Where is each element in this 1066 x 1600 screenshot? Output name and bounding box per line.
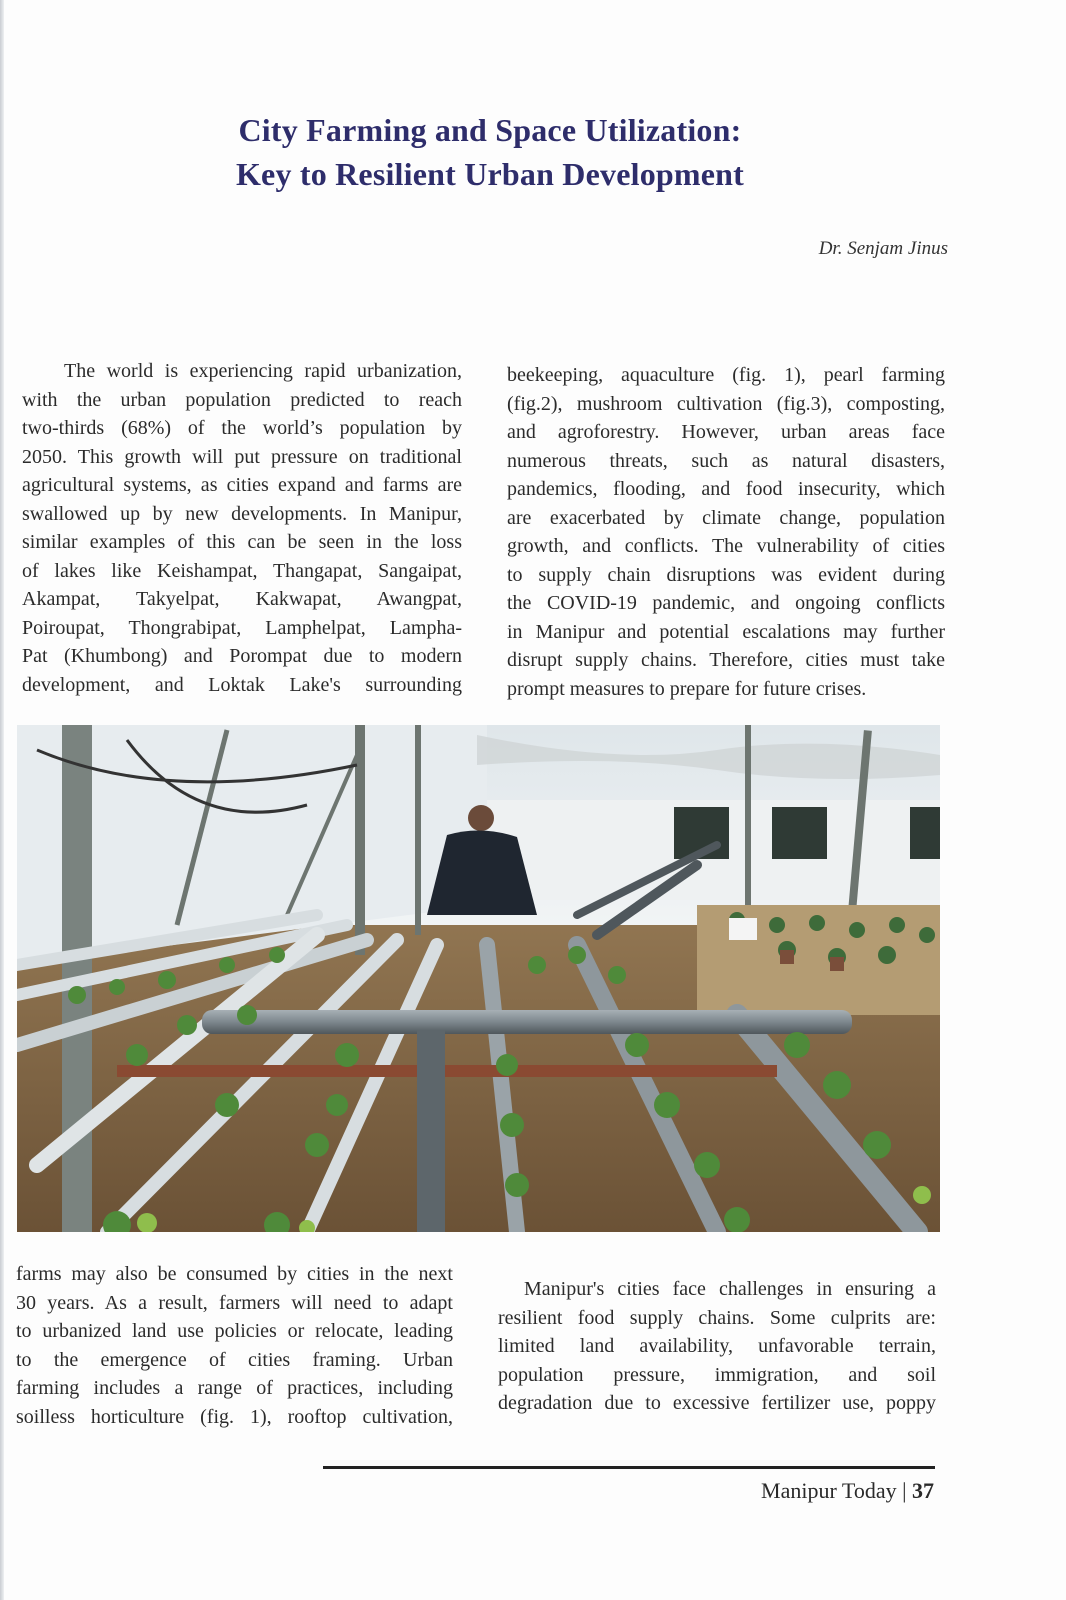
text-line: development, and Loktak Lake's surrounding <box>22 673 462 696</box>
text-line: with the urban population predicted to reach <box>22 388 462 411</box>
text-line: Manipur's cities face challenges in ensuring a <box>524 1278 936 1300</box>
text-line: swallowed up by new developments. In Manipur, <box>22 502 462 525</box>
text-line: Pat (Khumbong) and Porompat due to modern <box>22 645 462 667</box>
text-line: pandemics, flooding, and food insecurity, which <box>507 478 945 500</box>
text-line: the COVID-19 pandemic, and ongoing conflicts <box>507 592 945 614</box>
text-line: resilient food supply chains. Some culprits are: <box>498 1306 936 1329</box>
footer-separator: | <box>896 1478 912 1503</box>
title-line-2: Key to Resilient Urban Development <box>235 156 745 192</box>
text-line: beekeeping, aquaculture (fig. 1), pearl farming <box>507 364 945 386</box>
body-column-1 <box>22 357 462 699</box>
text-line: similar examples of this can be seen in the loss <box>22 531 462 553</box>
body-column-3 <box>16 1260 453 1431</box>
figure-greenhouse-photo <box>17 725 940 1232</box>
text-line: (fig.2), mushroom cultivation (fig.3), composting, <box>507 392 945 415</box>
publication-name: Manipur Today <box>761 1478 897 1503</box>
text-line: agricultural systems, as cities expand and farms are <box>22 474 462 496</box>
page-edge-shadow <box>0 0 4 1600</box>
text-line: soilless horticulture (fig. 1), rooftop cultivation, <box>16 1405 453 1428</box>
text-line: to urbanized land use policies or relocate, leading <box>16 1320 453 1342</box>
greenhouse-illustration <box>17 725 940 1232</box>
text-line: growth, and conflicts. The vulnerability of cities <box>507 535 945 557</box>
text-line: 2050. This growth will put pressure on traditional <box>22 445 462 468</box>
title-line-1: City Farming and Space Utilization: <box>238 112 742 148</box>
text-line: 30 years. As a result, farmers will need to adapt <box>16 1291 453 1314</box>
text-line: numerous threats, such as natural disasters, <box>507 449 945 472</box>
text-line: farming includes a range of practices, including <box>16 1377 453 1399</box>
text-line: two-thirds (68%) of the world’s population by <box>22 417 462 439</box>
text-line: Akampat, Takyelpat, Kakwapat, Awangpat, <box>22 588 462 610</box>
article-title <box>150 108 830 196</box>
text-line: are exacerbated by climate change, population <box>507 506 945 529</box>
text-line: limited land availability, unfavorable terrain, <box>498 1335 936 1357</box>
text-line: in Manipur and potential escalations may further <box>507 620 945 643</box>
author-byline: Dr. Senjam Jinus <box>818 238 948 259</box>
footer-divider <box>323 1466 935 1469</box>
text-line: of lakes like Keishampat, Thangapat, Sangaipat, <box>22 559 462 582</box>
body-column-4 <box>498 1275 936 1418</box>
text-line: The world is experiencing rapid urbanization, <box>64 360 462 382</box>
text-line: Poiroupat, Thongrabipat, Lamphelpat, Lampha- <box>22 616 462 639</box>
page-footer <box>761 1478 934 1504</box>
page-number: 37 <box>912 1478 934 1503</box>
text-line: population pressure, immigration, and soil <box>498 1363 936 1386</box>
text-line: prompt measures to prepare for future crises. <box>507 677 867 700</box>
text-line: disrupt supply chains. Therefore, cities must take <box>507 649 945 671</box>
body-column-2 <box>507 361 945 703</box>
text-line: to supply chain disruptions was evident during <box>507 563 945 586</box>
text-line: degradation due to excessive fertilizer use, poppy <box>498 1392 936 1414</box>
text-line: farms may also be consumed by cities in the next <box>16 1263 453 1285</box>
text-line: to the emergence of cities framing. Urban <box>16 1348 453 1371</box>
text-line: and agroforestry. However, urban areas face <box>507 421 945 443</box>
